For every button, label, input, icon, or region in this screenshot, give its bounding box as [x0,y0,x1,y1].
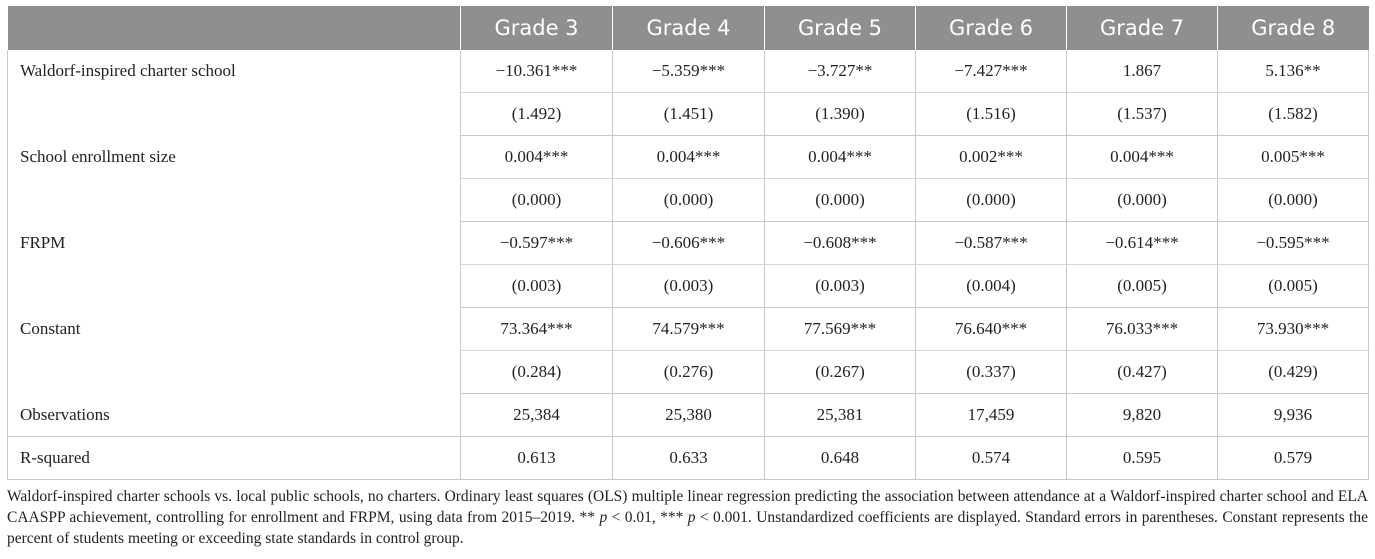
coefficient-cell: 1.867 [1067,50,1218,93]
std-error-cell: (0.004) [916,265,1067,308]
std-error-cell: (0.429) [1218,351,1369,394]
coefficient-cell: 0.005*** [1218,136,1369,179]
std-error-cell: (0.000) [461,179,613,222]
header-cell: Grade 4 [613,6,765,50]
header-cell: Grade 7 [1067,6,1218,50]
summary-cell: 9,820 [1067,394,1218,437]
row-label: Waldorf-inspired charter school [8,50,461,136]
std-error-cell: (0.427) [1067,351,1218,394]
table-row [8,308,1369,351]
std-error-cell: (0.005) [1218,265,1369,308]
summary-cell: 25,381 [765,394,916,437]
coefficient-cell: −0.608*** [765,222,916,265]
summary-cell: 25,380 [613,394,765,437]
table-footnote [7,486,1368,549]
coefficient-cell: −10.361*** [461,50,613,93]
row-label: Constant [8,308,461,394]
header-cell: Grade 8 [1218,6,1369,50]
std-error-cell: (0.267) [765,351,916,394]
coefficient-cell: −0.597*** [461,222,613,265]
coefficient-cell: 0.002*** [916,136,1067,179]
summary-cell: 0.595 [1067,437,1218,480]
table-row [8,222,1369,265]
row-label: Observations [8,394,461,437]
std-error-cell: (1.516) [916,93,1067,136]
summary-cell: 0.613 [461,437,613,480]
summary-cell: 17,459 [916,394,1067,437]
std-error-cell: (1.451) [613,93,765,136]
std-error-cell: (0.003) [765,265,916,308]
row-label: School enrollment size [8,136,461,222]
std-error-cell: (0.000) [613,179,765,222]
summary-cell: 0.574 [916,437,1067,480]
coefficient-cell: 0.004*** [1067,136,1218,179]
std-error-cell: (0.284) [461,351,613,394]
coefficient-cell: −0.606*** [613,222,765,265]
coefficient-cell: 73.930*** [1218,308,1369,351]
std-error-cell: (0.003) [613,265,765,308]
coefficient-cell: −0.614*** [1067,222,1218,265]
row-label: R-squared [8,437,461,480]
coefficient-cell: −3.727** [765,50,916,93]
std-error-cell: (0.000) [1067,179,1218,222]
summary-cell: 0.648 [765,437,916,480]
std-error-cell: (1.537) [1067,93,1218,136]
std-error-cell: (0.003) [461,265,613,308]
std-error-cell: (0.005) [1067,265,1218,308]
summary-cell: 25,384 [461,394,613,437]
std-error-cell: (0.000) [916,179,1067,222]
std-error-cell: (0.276) [613,351,765,394]
coefficient-cell: −7.427*** [916,50,1067,93]
header-cell: Grade 6 [916,6,1067,50]
regression-table-container [7,6,1368,480]
footnote-text: < 0.01, *** [607,509,688,526]
summary-cell: 0.633 [613,437,765,480]
table-row [8,136,1369,179]
std-error-cell: (0.337) [916,351,1067,394]
coefficient-cell: 5.136** [1218,50,1369,93]
footnote-text: Waldorf-inspired charter schools vs. local public schools, no charters. Ordinary least squares (OLS) multiple linear regression predicting the association between attendance at a Waldorf-inspired charter school and ELA CAASPP achievement, controlling for enrollment and FRPM, using data from 2015–2019. ** [7,488,1368,526]
coefficient-cell: 73.364*** [461,308,613,351]
std-error-cell: (1.390) [765,93,916,136]
row-label: FRPM [8,222,461,308]
header-cell: Grade 3 [461,6,613,50]
coefficient-cell: 0.004*** [461,136,613,179]
footnote-p-symbol: p [687,509,696,526]
coefficient-cell: −0.595*** [1218,222,1369,265]
header-cell [8,6,461,50]
summary-cell: 9,936 [1218,394,1369,437]
std-error-cell: (1.492) [461,93,613,136]
coefficient-cell: 76.640*** [916,308,1067,351]
coefficient-cell: 74.579*** [613,308,765,351]
coefficient-cell: 0.004*** [613,136,765,179]
summary-cell: 0.579 [1218,437,1369,480]
header-row [8,6,1369,50]
std-error-cell: (0.000) [1218,179,1369,222]
coefficient-cell: 77.569*** [765,308,916,351]
table-row [8,50,1369,93]
regression-table [7,6,1369,480]
coefficient-cell: −5.359*** [613,50,765,93]
coefficient-cell: 0.004*** [765,136,916,179]
footnote-p-symbol: p [599,509,608,526]
coefficient-cell: −0.587*** [916,222,1067,265]
table-row [8,437,1369,480]
std-error-cell: (1.582) [1218,93,1369,136]
std-error-cell: (0.000) [765,179,916,222]
header-cell: Grade 5 [765,6,916,50]
footnote-text: < 0.001. Unstandardized coefficients are displayed. Standard errors in parentheses. Constant represents the percent of students meeting or exceeding state standards in control group. [7,509,1368,547]
coefficient-cell: 76.033*** [1067,308,1218,351]
table-row [8,394,1369,437]
